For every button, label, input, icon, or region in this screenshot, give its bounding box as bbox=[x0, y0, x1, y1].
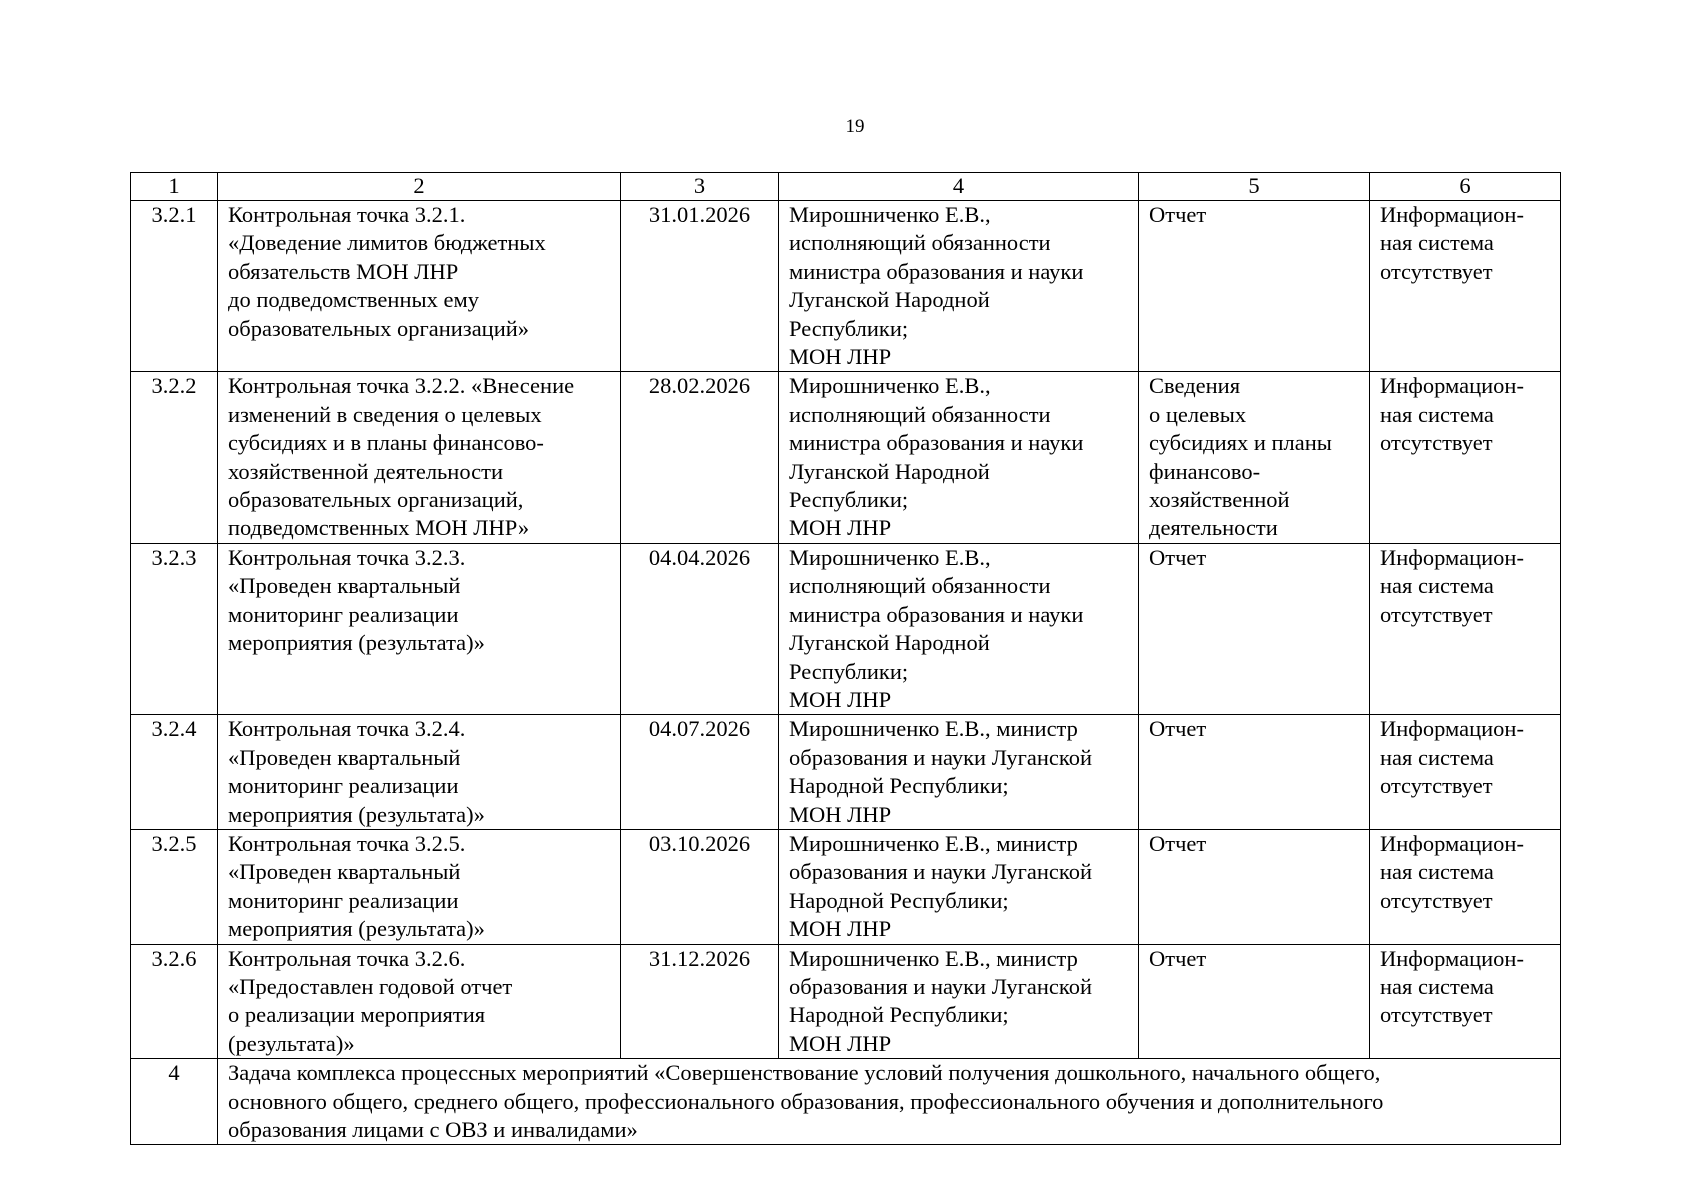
table-row bbox=[131, 372, 1561, 543]
text-line: исполняющий обязанности bbox=[789, 230, 1051, 256]
table-header-row bbox=[131, 173, 1561, 201]
text-line: образовательных организаций» bbox=[228, 315, 530, 341]
text-line: Отчет bbox=[1149, 544, 1207, 570]
column-header: 3 bbox=[621, 173, 779, 201]
text-line: «Проведен квартальный bbox=[228, 744, 461, 770]
control-point-name bbox=[218, 372, 621, 543]
text-line: ная система bbox=[1380, 230, 1494, 256]
information-system bbox=[1370, 829, 1561, 944]
task-description bbox=[218, 1059, 1561, 1145]
control-point-name bbox=[218, 715, 621, 830]
table-row bbox=[131, 944, 1561, 1059]
text-line: «Предоставлен годовой отчет bbox=[228, 973, 513, 999]
text-line: Мирошниченко Е.В., министр bbox=[789, 716, 1078, 742]
text-line: Контрольная точка 3.2.3. bbox=[228, 544, 466, 570]
text-line: Мирошниченко Е.В., министр bbox=[789, 945, 1078, 971]
task-row bbox=[131, 1059, 1561, 1145]
text-line: субсидиях и в планы финансово- bbox=[228, 430, 544, 456]
text-line: Отчет bbox=[1149, 202, 1207, 227]
control-points-table bbox=[130, 172, 1561, 1145]
control-point-name bbox=[218, 543, 621, 714]
control-point-name bbox=[218, 201, 621, 372]
text-line: образования и науки Луганской bbox=[789, 973, 1092, 999]
row-number: 3.2.2 bbox=[131, 372, 218, 543]
responsible-person bbox=[779, 715, 1139, 830]
text-line: Луганской Народной bbox=[789, 458, 990, 484]
text-line: мероприятия (результата)» bbox=[228, 801, 485, 827]
text-line: МОН ЛНР bbox=[789, 1030, 892, 1056]
row-number: 4 bbox=[131, 1059, 218, 1145]
text-line: образовательных организаций, bbox=[228, 487, 524, 513]
text-line: Информацион- bbox=[1380, 716, 1524, 742]
responsible-person bbox=[779, 944, 1139, 1059]
text-line: исполняющий обязанности bbox=[789, 573, 1051, 599]
text-line: отсутствует bbox=[1380, 430, 1493, 456]
text-line: МОН ЛНР bbox=[789, 801, 892, 827]
text-line: отсутствует bbox=[1380, 258, 1493, 284]
text-line: хозяйственной деятельности bbox=[228, 458, 504, 484]
text-line: Отчет bbox=[1149, 716, 1207, 742]
text-line: отсутствует bbox=[1380, 601, 1493, 627]
text-line: министра образования и науки bbox=[789, 258, 1084, 284]
text-line: МОН ЛНР bbox=[789, 686, 892, 712]
text-line: Народной Республики; bbox=[789, 887, 1009, 913]
text-line: МОН ЛНР bbox=[789, 515, 892, 541]
text-line: Народной Республики; bbox=[789, 1002, 1009, 1028]
text-line: ная система bbox=[1380, 573, 1494, 599]
text-line: мероприятия (результата)» bbox=[228, 916, 485, 942]
text-line: Республики; bbox=[789, 487, 909, 513]
column-header: 6 bbox=[1370, 173, 1561, 201]
document-type bbox=[1139, 372, 1370, 543]
column-header: 5 bbox=[1139, 173, 1370, 201]
text-line: основного общего, среднего общего, профессионального образования, профессионального обучения и дополнительного bbox=[228, 1088, 1384, 1114]
text-line: исполняющий обязанности bbox=[789, 401, 1051, 427]
text-line: Информацион- bbox=[1380, 945, 1524, 971]
due-date: 04.04.2026 bbox=[621, 543, 779, 714]
text-line: Отчет bbox=[1149, 830, 1207, 856]
text-line: Луганской Народной bbox=[789, 630, 990, 656]
text-line: ная система bbox=[1380, 859, 1494, 885]
text-line: МОН ЛНР bbox=[789, 916, 892, 942]
text-line: Республики; bbox=[789, 658, 909, 684]
text-line: Контрольная точка 3.2.1. bbox=[228, 202, 466, 227]
text-line: мероприятия (результата)» bbox=[228, 630, 485, 656]
text-line: Мирошниченко Е.В., министр bbox=[789, 830, 1078, 856]
information-system bbox=[1370, 372, 1561, 543]
text-line: образования и науки Луганской bbox=[789, 859, 1092, 885]
text-line: о целевых bbox=[1149, 401, 1247, 427]
text-line: министра образования и науки bbox=[789, 601, 1084, 627]
responsible-person bbox=[779, 372, 1139, 543]
document-type bbox=[1139, 944, 1370, 1059]
text-line: отсутствует bbox=[1380, 887, 1493, 913]
text-line: Мирошниченко Е.В., bbox=[789, 373, 991, 399]
text-line: изменений в сведения о целевых bbox=[228, 401, 542, 427]
information-system bbox=[1370, 201, 1561, 372]
due-date: 31.01.2026 bbox=[621, 201, 779, 372]
text-line: Мирошниченко Е.В., bbox=[789, 202, 991, 227]
table-row bbox=[131, 201, 1561, 372]
text-line: Контрольная точка 3.2.5. bbox=[228, 830, 466, 856]
responsible-person bbox=[779, 829, 1139, 944]
table-row bbox=[131, 829, 1561, 944]
text-line: субсидиях и планы bbox=[1149, 430, 1332, 456]
text-line: мониторинг реализации bbox=[228, 773, 459, 799]
text-line: до подведомственных ему bbox=[228, 287, 479, 313]
control-point-name bbox=[218, 829, 621, 944]
text-line: Информацион- bbox=[1380, 544, 1524, 570]
text-line: финансово- bbox=[1149, 458, 1261, 484]
text-line: Информацион- bbox=[1380, 373, 1524, 399]
text-line: отсутствует bbox=[1380, 773, 1493, 799]
row-number: 3.2.4 bbox=[131, 715, 218, 830]
responsible-person bbox=[779, 543, 1139, 714]
column-header: 4 bbox=[779, 173, 1139, 201]
row-number: 3.2.1 bbox=[131, 201, 218, 372]
text-line: «Проведен квартальный bbox=[228, 573, 461, 599]
information-system bbox=[1370, 944, 1561, 1059]
information-system bbox=[1370, 543, 1561, 714]
row-number: 3.2.6 bbox=[131, 944, 218, 1059]
control-point-name bbox=[218, 944, 621, 1059]
text-line: деятельности bbox=[1149, 515, 1278, 541]
document-type bbox=[1139, 715, 1370, 830]
text-line: Республики; bbox=[789, 315, 909, 341]
text-line: хозяйственной bbox=[1149, 487, 1290, 513]
column-header: 2 bbox=[218, 173, 621, 201]
text-line: (результата)» bbox=[228, 1030, 355, 1056]
due-date: 31.12.2026 bbox=[621, 944, 779, 1059]
row-number: 3.2.3 bbox=[131, 543, 218, 714]
text-line: Народной Республики; bbox=[789, 773, 1009, 799]
text-line: «Доведение лимитов бюджетных bbox=[228, 230, 546, 256]
text-line: Информацион- bbox=[1380, 202, 1524, 227]
text-line: отсутствует bbox=[1380, 1002, 1493, 1028]
due-date: 28.02.2026 bbox=[621, 372, 779, 543]
column-header: 1 bbox=[131, 173, 218, 201]
text-line: ная система bbox=[1380, 401, 1494, 427]
text-line: Сведения bbox=[1149, 373, 1241, 399]
text-line: МОН ЛНР bbox=[789, 344, 892, 370]
text-line: министра образования и науки bbox=[789, 430, 1084, 456]
information-system bbox=[1370, 715, 1561, 830]
text-line: Отчет bbox=[1149, 945, 1207, 971]
text-line: Информацион- bbox=[1380, 830, 1524, 856]
text-line: Контрольная точка 3.2.4. bbox=[228, 716, 466, 742]
text-line: мониторинг реализации bbox=[228, 601, 459, 627]
text-line: Контрольная точка 3.2.2. «Внесение bbox=[228, 373, 575, 399]
text-line: образования лицами с ОВЗ и инвалидами» bbox=[228, 1117, 638, 1142]
text-line: Задача комплекса процессных мероприятий «Совершенствование условий получения дошкольного, начального общего, bbox=[228, 1060, 1381, 1086]
text-line: подведомственных МОН ЛНР» bbox=[228, 515, 530, 541]
responsible-person bbox=[779, 201, 1139, 372]
table-row bbox=[131, 715, 1561, 830]
text-line: обязательств МОН ЛНР bbox=[228, 258, 459, 284]
text-line: о реализации мероприятия bbox=[228, 1002, 486, 1028]
text-line: ная система bbox=[1380, 973, 1494, 999]
text-line: ная система bbox=[1380, 744, 1494, 770]
text-line: Мирошниченко Е.В., bbox=[789, 544, 991, 570]
document-type bbox=[1139, 829, 1370, 944]
due-date: 03.10.2026 bbox=[621, 829, 779, 944]
due-date: 04.07.2026 bbox=[621, 715, 779, 830]
text-line: Луганской Народной bbox=[789, 287, 990, 313]
row-number: 3.2.5 bbox=[131, 829, 218, 944]
text-line: мониторинг реализации bbox=[228, 887, 459, 913]
document-type bbox=[1139, 543, 1370, 714]
page-number: 19 bbox=[845, 116, 865, 137]
text-line: Контрольная точка 3.2.6. bbox=[228, 945, 466, 971]
document-type bbox=[1139, 201, 1370, 372]
text-line: образования и науки Луганской bbox=[789, 744, 1092, 770]
table-row bbox=[131, 543, 1561, 714]
text-line: «Проведен квартальный bbox=[228, 859, 461, 885]
